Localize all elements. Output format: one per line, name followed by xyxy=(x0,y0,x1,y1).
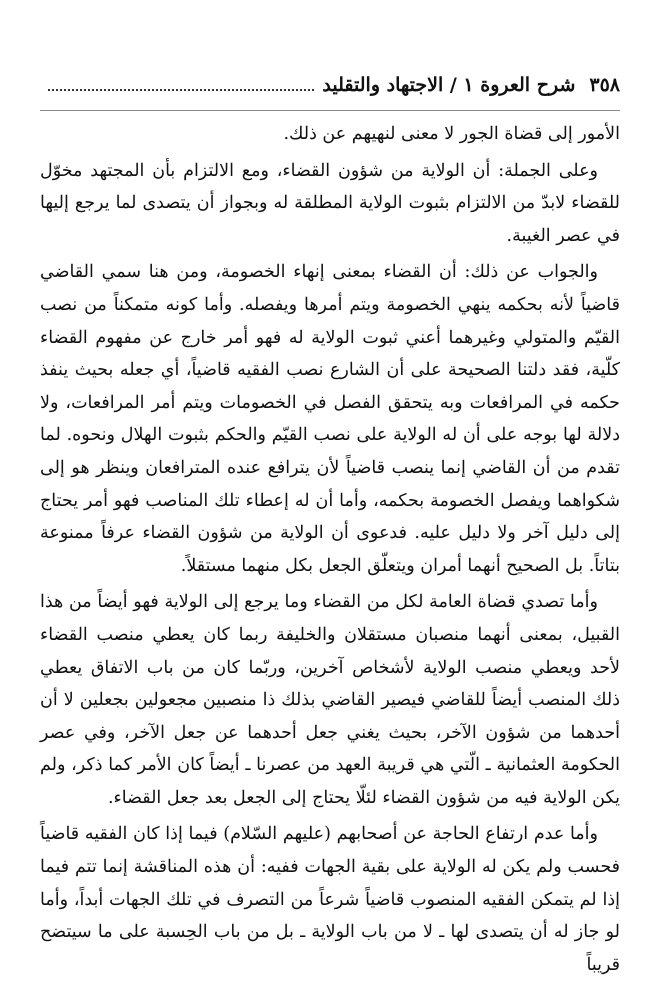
paragraph: وأما تصدي قضاة العامة لكل من القضاء وما يرجع إلى الولاية فهو أيضاً من هذا القبيل، بمعنى أنهما منصبان مستقلان والخليفة ربما كان يعطي منصب القضاء لأحد ويعطي منصب الولاية لأشخاص آخرين، وربّما كان من باب الاتفاق يعطي ذلك المنصب أيضاً للقاضي فيصير القاضي بذلك ذا منصبين مجعولين بجعلين لا أن أحدهما من شؤون الآخر، بحيث يغني جعل أحدهما عن جعل الآخر، وفي عصر الحكومة العثمانية ـ الّتي هي قريبة العهد من عصرنا ـ أيضاً كان الأمر كما ذكر، ولم يكن الولاية فيه من شؤون القضاء لئلّا يحتاج إلى الجعل بعد جعل القضاء. xyxy=(40,592,620,808)
paragraph: الأمور إلى قضاة الجور لا معنى لنهيهم عن ذلك. xyxy=(283,124,620,144)
page-number: ٣٥٨ xyxy=(589,74,620,96)
paragraph: وأما عدم ارتفاع الحاجة عن أصحابهم (عليهم السّلام) فيما إذا كان الفقيه قاضياً فحسب ولم يكن له الولاية على بقية الجهات ففيه: أن هذه المناقشة إنما تتم فيما إذا لم يتمكن الفقيه المنصوب قاضياً شرعاً من التصرف في تلك الجهات أبداً، وأما لو جاز له أن يتصدى لها ـ لا من باب الولاية ـ بل من باب الحِسبة على ما سيتضح قريباً xyxy=(40,824,620,975)
paragraph: والجواب عن ذلك: أن القضاء بمعنى إنهاء الخصومة، ومن هنا سمي القاضي قاضياً لأنه بحكمه ينهي الخصومة ويتم أمرها ويفصله. وأما كونه متمكناً من نصب القيّم والمتولي وغيرهما أعني ثبوت الولاية له فهو أمر خارج عن مفهوم القضاء كلّية، فقد دلتنا الصحيحة على أن الشارع نصب الفقيه قاضياً، أي جعله بحيث ينفذ حكمه في المرافعات وبه يتحقق الفصل في الخصومات ويتم أمر المرافعات، ولا دلالة لها بوجه على أن له الولاية على نصب القيّم والحكم بثبوت الهلال ونحوه. لما تقدم من أن القاضي إنما ينصب قاضياً لأن يترافع عنده المترافعان وينظر هو إلى شكواهما ويفصل الخصومة بحكمه، وأما أن له إعطاء تلك المناصب فهو أمر يحتاج إلى دليل آخر ولا دليل عليه. فدعوى أن الولاية من شؤون القضاء عرفاً ممنوعة بتاتاً. بل الصحيح أنهما أمران ويتعلّق الجعل بكل منهما مستقلاً. xyxy=(40,262,620,576)
header-title: شرح العروة ١ / الاجتهاد والتقليد xyxy=(322,74,576,96)
body-text xyxy=(40,118,620,981)
header-rule xyxy=(40,110,620,111)
paragraph: وعلى الجملة: أن الولاية من شؤون القضاء، ومع الالتزام بأن المجتهد مخوّل للقضاء لابدّ من الالتزام بثبوت الولاية المطلقة له وبجواز أن يتصدى لما يرجع إليها في عصر الغيبة. xyxy=(40,160,620,246)
running-header xyxy=(40,74,620,96)
header-dot-leader xyxy=(48,89,314,91)
